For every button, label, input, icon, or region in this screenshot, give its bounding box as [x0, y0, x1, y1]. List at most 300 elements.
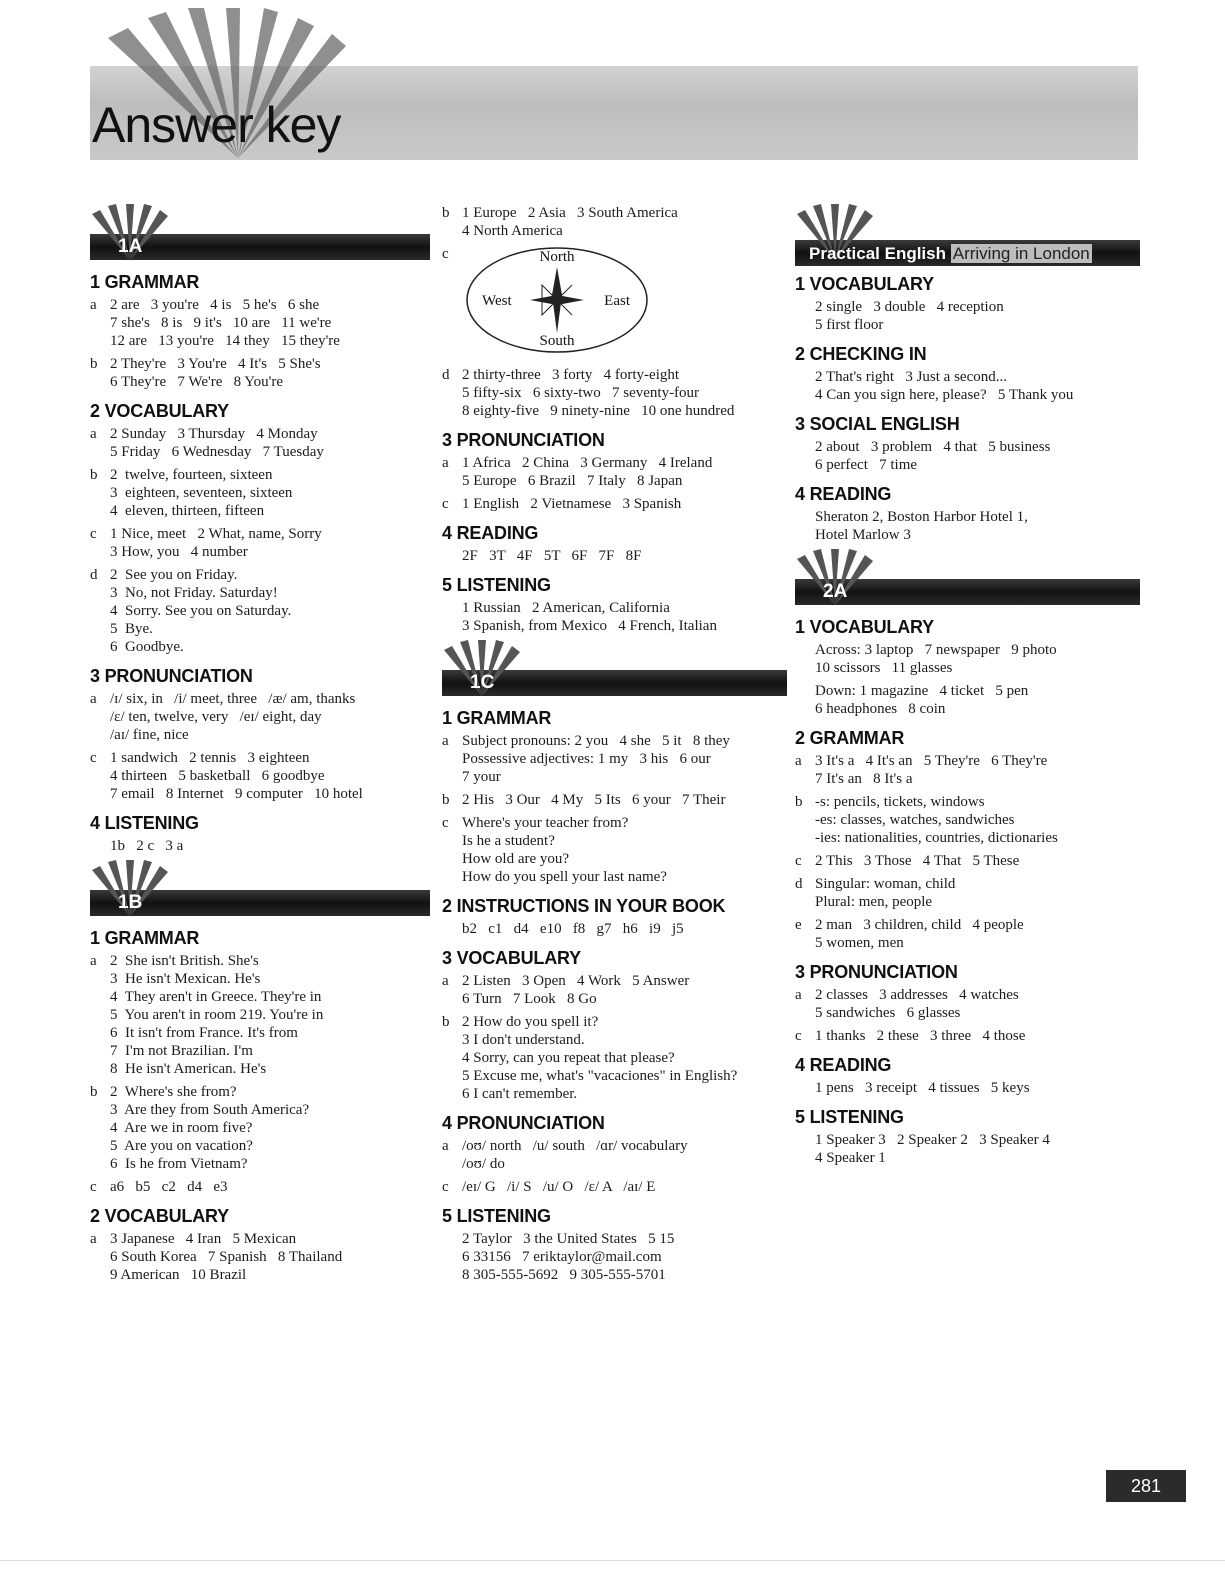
answer-line: 4 eleven, thirteen, fifteen — [110, 503, 265, 519]
section-heading: 3 PRONUNCIATION — [442, 430, 605, 450]
answer-line: 8 eighty-five 9 ninety-nine 10 one hundred — [462, 403, 735, 419]
answer-line: How do you spell your last name? — [462, 869, 667, 885]
answer-line: 3 Japanese 4 Iran 5 Mexican — [110, 1231, 297, 1247]
answer-section — [795, 1107, 1140, 1167]
answer-line: b2 c1 d4 e10 f8 g7 h6 i9 j5 — [462, 921, 684, 937]
item-letter — [795, 1131, 815, 1167]
answer-line: 2 They're 3 You're 4 It's 5 She's — [110, 356, 321, 372]
section-heading: 1 GRAMMAR — [90, 928, 200, 948]
answer-line: 3 No, not Friday. Saturday! — [110, 585, 278, 601]
item-letter: b — [795, 794, 803, 810]
answer-section — [442, 896, 787, 938]
item-letter: c — [442, 246, 449, 262]
answer-line: Subject pronouns: 2 you 4 she 5 it 8 they — [462, 733, 730, 749]
item-lines — [110, 566, 430, 656]
item-letter: a — [90, 953, 97, 969]
answer-item — [90, 690, 430, 744]
section-heading: 4 LISTENING — [90, 813, 199, 833]
answer-section — [442, 1113, 787, 1196]
answer-section — [442, 1206, 787, 1284]
section-heading: 1 GRAMMAR — [90, 272, 200, 292]
item-letter: b — [90, 467, 98, 483]
item-lines — [110, 525, 430, 561]
item-lines — [815, 852, 1140, 870]
answer-item — [90, 1230, 430, 1284]
section-heading: 3 SOCIAL ENGLISH — [795, 414, 960, 434]
compass-item — [442, 245, 787, 361]
item-lines — [462, 204, 787, 240]
item-letter: d — [442, 367, 450, 383]
answer-section — [795, 274, 1140, 334]
answer-line: 4 Speaker 1 — [815, 1150, 886, 1166]
answer-line: 1 pens 3 receipt 4 tissues 5 keys — [815, 1080, 1030, 1096]
item-letter: a — [442, 455, 449, 471]
item-lines — [462, 1137, 787, 1173]
item-lines — [815, 368, 1140, 404]
item-lines — [462, 599, 787, 635]
item-lines — [110, 466, 430, 520]
answer-line: 5 You aren't in room 219. You're in — [110, 1007, 324, 1023]
answer-line: 1 Nice, meet 2 What, name, Sorry — [110, 526, 322, 542]
item-lines — [110, 1083, 430, 1173]
answer-line: -es: classes, watches, sandwiches — [815, 812, 1015, 828]
item-lines — [462, 972, 787, 1008]
item-lines — [110, 1178, 430, 1196]
item-lines — [815, 298, 1140, 334]
section-heading: 3 PRONUNCIATION — [795, 962, 958, 982]
unit-sunburst-icon — [90, 860, 200, 916]
unit-header — [442, 640, 787, 696]
answer-line: 8 305-555-5692 9 305-555-5701 — [462, 1267, 666, 1283]
answer-item — [90, 749, 430, 803]
item-letter: a — [442, 1138, 449, 1154]
answer-item — [795, 1027, 1140, 1045]
answer-section — [795, 1055, 1140, 1097]
answer-item — [442, 732, 787, 786]
answer-line: 12 are 13 you're 14 they 15 they're — [110, 333, 340, 349]
item-lines — [462, 732, 787, 786]
answer-line: 1b 2 c 3 a — [110, 838, 184, 854]
unit-label: 2A — [823, 581, 848, 602]
answer-line: 5 Friday 6 Wednesday 7 Tuesday — [110, 444, 324, 460]
answer-line: /ɪ/ six, in /i/ meet, three /æ/ am, thanks — [110, 691, 356, 707]
answer-line: 3 He isn't Mexican. He's — [110, 971, 261, 987]
item-lines — [815, 682, 1140, 718]
unit-header — [795, 549, 1140, 605]
item-lines — [110, 837, 430, 855]
answer-line: /oʊ/ do — [462, 1156, 505, 1172]
item-letter — [795, 298, 815, 334]
answer-line: 7 It's an 8 It's a — [815, 771, 913, 787]
item-letter: d — [795, 876, 803, 892]
item-letter — [795, 1079, 815, 1097]
answer-line: 2 See you on Friday. — [110, 567, 238, 583]
item-letter: a — [90, 1231, 97, 1247]
item-letter: c — [795, 1028, 802, 1044]
answer-item — [90, 525, 430, 561]
answer-line: 2 thirty-three 3 forty 4 forty-eight — [462, 367, 680, 383]
answer-line: 3 eighteen, seventeen, sixteen — [110, 485, 293, 501]
unit-sunburst-icon — [442, 640, 552, 696]
item-letter: a — [442, 973, 449, 989]
compass-diagram — [462, 245, 652, 355]
answer-item — [442, 1178, 787, 1196]
answer-line: 1 Speaker 3 2 Speaker 2 3 Speaker 4 — [815, 1132, 1050, 1148]
answer-line: 5 Excuse me, what's "vacaciones" in English? — [462, 1068, 738, 1084]
answer-item — [442, 495, 787, 513]
compass-label-west: West — [482, 293, 512, 309]
answer-line: 1 Russian 2 American, California — [462, 600, 670, 616]
answer-line: 2 Listen 3 Open 4 Work 5 Answer — [462, 973, 690, 989]
answer-line: 6 I can't remember. — [462, 1086, 578, 1102]
item-lines — [462, 1013, 787, 1103]
answer-section — [90, 272, 430, 391]
answer-line: 7 she's 8 is 9 it's 10 are 11 we're — [110, 315, 332, 331]
answer-line: 1 thanks 2 these 3 three 4 those — [815, 1028, 1026, 1044]
unit-label: 1A — [118, 236, 143, 257]
answer-section — [795, 414, 1140, 474]
answer-line: 6 Is he from Vietnam? — [110, 1156, 248, 1172]
item-lines — [110, 355, 430, 391]
answer-item — [795, 793, 1140, 847]
item-letter — [442, 920, 462, 938]
answer-line: Singular: woman, child — [815, 876, 956, 892]
answer-item — [90, 355, 430, 391]
section-heading: 1 GRAMMAR — [442, 708, 552, 728]
answer-line: 9 American 10 Brazil — [110, 1267, 247, 1283]
item-letter: b — [90, 356, 98, 372]
answer-section — [90, 401, 430, 656]
answer-line: -s: pencils, tickets, windows — [815, 794, 985, 810]
answer-item — [442, 366, 787, 420]
answer-item — [442, 204, 787, 240]
bottom-rule — [0, 1560, 1225, 1561]
answer-item — [442, 1137, 787, 1173]
item-letter: c — [442, 496, 449, 512]
answer-item — [442, 1230, 787, 1284]
column-3 — [795, 204, 1140, 1172]
item-lines — [110, 296, 430, 350]
item-lines — [815, 508, 1140, 544]
answer-section — [442, 575, 787, 635]
answer-line: 3 How, you 4 number — [110, 544, 248, 560]
answer-section — [442, 948, 787, 1103]
answer-line: How old are you? — [462, 851, 570, 867]
answer-line: 4 Can you sign here, please? 5 Thank you — [815, 387, 1074, 403]
item-letter: a — [90, 297, 97, 313]
item-lines — [462, 366, 787, 420]
answer-item — [90, 952, 430, 1078]
answer-item — [90, 837, 430, 855]
answer-line: a6 b5 c2 d4 e3 — [110, 1179, 228, 1195]
answer-line: 2F 3T 4F 5T 6F 7F 8F — [462, 548, 642, 564]
practical-english-subtitle: Arriving in London — [952, 244, 1090, 263]
answer-section — [795, 484, 1140, 544]
answer-line: 4 Sorry. See you on Saturday. — [110, 603, 292, 619]
section-heading: 4 READING — [795, 1055, 892, 1075]
answer-line: Down: 1 magazine 4 ticket 5 pen — [815, 683, 1029, 699]
practical-english-title: Practical English — [809, 244, 946, 263]
item-lines — [815, 438, 1140, 474]
item-letter — [795, 438, 815, 474]
item-letter: c — [442, 815, 449, 831]
answer-line: 6 It isn't from France. It's from — [110, 1025, 298, 1041]
item-lines — [462, 1230, 787, 1284]
answer-line: 2 man 3 children, child 4 people — [815, 917, 1024, 933]
answer-line: 2 are 3 you're 4 is 5 he's 6 she — [110, 297, 320, 313]
item-letter — [442, 1230, 462, 1284]
answer-item — [795, 1131, 1140, 1167]
compass-label-east: East — [604, 293, 630, 309]
item-letter: c — [90, 750, 97, 766]
answer-line: Plural: men, people — [815, 894, 933, 910]
section-heading: 5 LISTENING — [795, 1107, 904, 1127]
answer-item — [442, 972, 787, 1008]
item-letter: a — [795, 753, 802, 769]
answer-line: 4 Sorry, can you repeat that please? — [462, 1050, 675, 1066]
answer-line: 3 Are they from South America? — [110, 1102, 310, 1118]
answer-line: 1 English 2 Vietnamese 3 Spanish — [462, 496, 682, 512]
answer-line: 3 I don't understand. — [462, 1032, 585, 1048]
answer-line: /eɪ/ G /i/ S /u/ O /ɛ/ A /aɪ/ E — [462, 1179, 656, 1195]
item-lines — [815, 916, 1140, 952]
answer-line: 2 How do you spell it? — [462, 1014, 599, 1030]
answer-line: 10 scissors 11 glasses — [815, 660, 953, 676]
answer-section — [442, 523, 787, 565]
answer-item — [442, 1013, 787, 1103]
answer-line: 6 Goodbye. — [110, 639, 184, 655]
answer-line: 7 your — [462, 769, 501, 785]
section-heading: 2 CHECKING IN — [795, 344, 927, 364]
answer-line: Sheraton 2, Boston Harbor Hotel 1, — [815, 509, 1028, 525]
answer-line: Possessive adjectives: 1 my 3 his 6 our — [462, 751, 711, 767]
answer-item — [442, 454, 787, 490]
answer-item — [795, 682, 1140, 718]
item-lines — [462, 1178, 787, 1196]
answer-line: 8 He isn't American. He's — [110, 1061, 267, 1077]
answer-line: 1 sandwich 2 tennis 3 eighteen — [110, 750, 310, 766]
unit-label: 1B — [118, 892, 143, 913]
answer-line: /ɛ/ ten, twelve, very /eɪ/ eight, day — [110, 709, 322, 725]
item-lines — [815, 641, 1140, 677]
item-letter: e — [795, 917, 802, 933]
answer-line: 1 Europe 2 Asia 3 South America — [462, 205, 678, 221]
item-lines — [110, 425, 430, 461]
answer-item — [795, 986, 1140, 1022]
item-lines — [110, 952, 430, 1078]
practical-english-header — [795, 204, 1140, 266]
answer-item — [90, 425, 430, 461]
answer-item — [90, 466, 430, 520]
answer-line: 7 I'm not Brazilian. I'm — [110, 1043, 253, 1059]
section-heading: 2 INSTRUCTIONS IN YOUR BOOK — [442, 896, 726, 916]
answer-line: 5 Are you on vacation? — [110, 1138, 253, 1154]
practical-english-label — [809, 244, 1092, 264]
answer-section — [795, 344, 1140, 404]
answer-line: Hotel Marlow 3 — [815, 527, 911, 543]
item-lines — [110, 749, 430, 803]
answer-line: 6 They're 7 We're 8 You're — [110, 374, 283, 390]
answer-item — [795, 1079, 1140, 1097]
item-letter — [795, 641, 815, 677]
answer-item — [90, 1178, 430, 1196]
item-lines — [110, 690, 430, 744]
answer-line: 6 South Korea 7 Spanish 8 Thailand — [110, 1249, 343, 1265]
section-heading: 4 READING — [795, 484, 892, 504]
answer-line: /aɪ/ fine, nice — [110, 727, 189, 743]
page-number: 281 — [1106, 1470, 1186, 1502]
column-2 — [442, 204, 787, 1289]
answer-line: 2 single 3 double 4 reception — [815, 299, 1004, 315]
item-lines — [462, 454, 787, 490]
item-letter: b — [442, 1014, 450, 1030]
item-lines — [815, 986, 1140, 1022]
answer-section — [442, 708, 787, 886]
item-letter: c — [795, 853, 802, 869]
item-letter: c — [90, 1179, 97, 1195]
answer-line: Across: 3 laptop 7 newspaper 9 photo — [815, 642, 1057, 658]
item-letter: a — [90, 426, 97, 442]
answer-section — [442, 204, 787, 240]
item-letter — [442, 547, 462, 565]
item-lines — [462, 547, 787, 565]
answer-item — [795, 438, 1140, 474]
item-lines — [815, 793, 1140, 847]
answer-line: 4 North America — [462, 223, 563, 239]
answer-line: 5 fifty-six 6 sixty-two 7 seventy-four — [462, 385, 700, 401]
answer-line: 4 thirteen 5 basketball 6 goodbye — [110, 768, 325, 784]
answer-line: 2 twelve, fourteen, sixteen — [110, 467, 273, 483]
answer-item — [442, 547, 787, 565]
section-heading: 3 VOCABULARY — [442, 948, 581, 968]
page-title: Answer key — [92, 97, 341, 153]
item-letter — [795, 508, 815, 544]
answer-line: 6 Turn 7 Look 8 Go — [462, 991, 597, 1007]
answer-line: 1 Africa 2 China 3 Germany 4 Ireland — [462, 455, 713, 471]
answer-line: 5 Europe 6 Brazil 7 Italy 8 Japan — [462, 473, 683, 489]
item-lines — [462, 920, 787, 938]
section-heading: 1 VOCABULARY — [795, 274, 934, 294]
answer-item — [795, 916, 1140, 952]
item-lines — [462, 495, 787, 513]
answer-line: 2 about 3 problem 4 that 5 business — [815, 439, 1051, 455]
answer-item — [442, 920, 787, 938]
answer-item — [795, 852, 1140, 870]
section-heading: 3 PRONUNCIATION — [90, 666, 253, 686]
unit-label: 1C — [470, 672, 495, 693]
answer-line: 5 women, men — [815, 935, 904, 951]
answer-line: /oʊ/ north /u/ south /ɑr/ vocabulary — [462, 1138, 688, 1154]
answer-item — [90, 296, 430, 350]
item-letter: c — [90, 526, 97, 542]
answer-section — [90, 928, 430, 1196]
answer-line: 5 Bye. — [110, 621, 153, 637]
section-heading: 2 VOCABULARY — [90, 1206, 229, 1226]
answer-item — [795, 875, 1140, 911]
unit-sunburst-icon — [795, 549, 905, 605]
answer-item — [795, 508, 1140, 544]
answer-line: 5 sandwiches 6 glasses — [815, 1005, 961, 1021]
item-letter — [442, 599, 462, 635]
item-letter — [795, 682, 815, 718]
item-lines — [110, 1230, 430, 1284]
answer-line: 3 It's a 4 It's an 5 They're 6 They're — [815, 753, 1048, 769]
answer-line: 6 perfect 7 time — [815, 457, 918, 473]
answer-item — [442, 791, 787, 809]
section-heading: 2 GRAMMAR — [795, 728, 905, 748]
item-lines — [462, 791, 787, 809]
item-letter: c — [442, 1179, 449, 1195]
item-letter — [90, 837, 110, 855]
unit-header — [90, 860, 430, 916]
answer-line: 6 headphones 8 coin — [815, 701, 946, 717]
item-letter: b — [442, 792, 450, 808]
answer-line: Where's your teacher from? — [462, 815, 629, 831]
answer-item — [442, 814, 787, 886]
item-letter: a — [90, 691, 97, 707]
answer-line: 3 Spanish, from Mexico 4 French, Italian — [462, 618, 717, 634]
answer-section — [795, 962, 1140, 1045]
answer-line: 2 Where's she from? — [110, 1084, 237, 1100]
answer-line: 6 33156 7 eriktaylor@mail.com — [462, 1249, 662, 1265]
answer-item — [442, 599, 787, 635]
item-lines — [815, 1027, 1140, 1045]
answer-section — [90, 666, 430, 803]
item-letter: b — [90, 1084, 98, 1100]
answer-line: Is he a student? — [462, 833, 555, 849]
unit-sunburst-icon — [90, 204, 200, 260]
section-heading: 5 LISTENING — [442, 575, 551, 595]
answer-section — [442, 366, 787, 420]
answer-section — [795, 728, 1140, 952]
answer-line: 2 That's right 3 Just a second... — [815, 369, 1007, 385]
answer-section — [90, 1206, 430, 1284]
item-letter: a — [442, 733, 449, 749]
item-lines — [815, 875, 1140, 911]
item-letter: a — [795, 987, 802, 1003]
answer-line: 7 email 8 Internet 9 computer 10 hotel — [110, 786, 363, 802]
section-heading: 5 LISTENING — [442, 1206, 551, 1226]
item-lines — [815, 752, 1140, 788]
column-1 — [90, 204, 430, 1289]
item-lines — [815, 1131, 1140, 1167]
item-letter: d — [90, 567, 98, 583]
answer-section — [795, 617, 1140, 718]
answer-line: -ies: nationalities, countries, dictionaries — [815, 830, 1058, 846]
answer-line: 2 classes 3 addresses 4 watches — [815, 987, 1019, 1003]
answer-line: 4 Are we in room five? — [110, 1120, 253, 1136]
section-heading: 4 READING — [442, 523, 539, 543]
answer-line: 2 She isn't British. She's — [110, 953, 259, 969]
section-heading: 4 PRONUNCIATION — [442, 1113, 605, 1133]
section-heading: 2 VOCABULARY — [90, 401, 229, 421]
answer-line: 2 Taylor 3 the United States 5 15 — [462, 1231, 675, 1247]
answer-item — [90, 566, 430, 656]
answer-line: 4 They aren't in Greece. They're in — [110, 989, 322, 1005]
compass-label-south: South — [539, 333, 575, 349]
item-letter — [795, 368, 815, 404]
answer-item — [795, 641, 1140, 677]
answer-line: 2 This 3 Those 4 That 5 These — [815, 853, 1020, 869]
answer-item — [795, 298, 1140, 334]
item-letter: b — [442, 205, 450, 221]
answer-item — [795, 368, 1140, 404]
compass-label-north: North — [539, 249, 575, 265]
item-lines — [815, 1079, 1140, 1097]
answer-line: 2 Sunday 3 Thursday 4 Monday — [110, 426, 318, 442]
section-heading: 1 VOCABULARY — [795, 617, 934, 637]
answer-item — [90, 1083, 430, 1173]
